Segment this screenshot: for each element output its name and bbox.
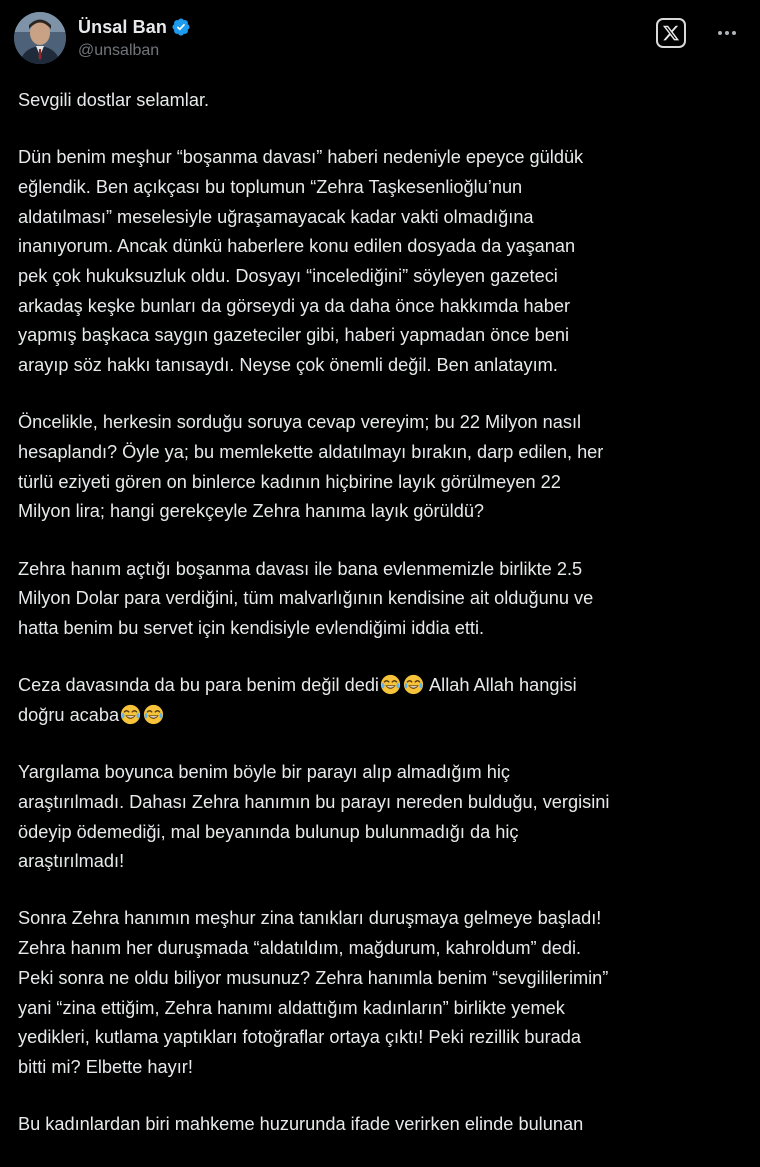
verified-badge-icon (171, 17, 191, 37)
text-line: pek çok hukuksuzluk oldu. Dosyayı “incelediğini” söyleyen gazeteci (18, 266, 558, 287)
text-line: türlü eziyeti gören on binlerce kadının hiçbirine layık görülmeyen 22 (18, 471, 561, 492)
text-segment: Allah Allah hangisi (424, 675, 577, 696)
text-line: yedikleri, kutlama yaptıkları fotoğraflar ortaya çıktı! Peki rezillik burada (18, 1027, 582, 1048)
name-row (78, 14, 191, 40)
text-line: Zehra hanım açtığı boşanma davası ile bana evlenmemizle birlikte 2.5 (18, 558, 583, 579)
tweet-paragraph (18, 671, 742, 730)
text-line (18, 671, 742, 701)
text-line: arkadaş keşke bunları da görseydi ya da daha önce hakkımda haber (18, 295, 571, 316)
text-line: hatta benim bu servet için kendisiyle evlendiğimi iddia etti. (18, 618, 485, 639)
tweet-text (18, 86, 742, 1167)
tweet-paragraph (18, 555, 742, 644)
text-line: Peki sonra ne oldu biliyor musunuz? Zehra hanımla benim “sevgililerimin” (18, 967, 609, 988)
tears-of-joy-emoji-icon (143, 704, 164, 725)
more-options-icon[interactable] (710, 18, 744, 48)
text-line (18, 701, 742, 731)
text-line: Öncelikle, herkesin sorduğu soruya cevap vereyim; bu 22 Milyon nasıl (18, 412, 582, 433)
text-line: bitti mi? Elbette hayır! (18, 1056, 193, 1077)
text-line: Milyon lira; hangi gerekçeyle Zehra hanıma layık görüldü? (18, 501, 485, 522)
tweet-paragraph (18, 86, 742, 116)
tweet-paragraph (18, 408, 742, 527)
text-line: araştırılmadı. Dahası Zehra hanımın bu parayı nereden bulduğu, vergisini (18, 791, 610, 812)
text-line: hesaplandı? Öyle ya; bu memlekette aldatılmayı bırakın, darp edilen, her (18, 442, 604, 463)
text-line: yapmış başkaca saygın gazeteciler gibi, haberi yapmadan önce beni (18, 325, 570, 346)
tweet-paragraph (18, 143, 742, 381)
text-line: Bu kadınlardan biri mahkeme huzurunda ifade verirken elinde bulunan (18, 1114, 584, 1135)
text-segment: Ceza davasında da bu para benim değil dedi (18, 675, 379, 696)
tears-of-joy-emoji-icon (380, 674, 401, 695)
text-line: Sonra Zehra hanımın meşhur zina tanıkları duruşmaya gelmeye başladı! (18, 908, 602, 929)
tweet-paragraph (18, 1110, 742, 1140)
x-logo-icon[interactable] (656, 18, 686, 48)
text-line: inanıyorum. Ancak dünkü haberlere konu edilen dosyada da yaşanan (18, 236, 576, 257)
tweet-paragraph (18, 758, 742, 877)
tears-of-joy-emoji-icon (120, 704, 141, 725)
text-line: aldatılması” meselesiyle uğraşamayacak kadar vakti olmadığına (18, 206, 534, 227)
handle[interactable]: @unsalban (78, 42, 160, 59)
text-line: eğlendik. Ben açıkçası bu toplumun “Zehra Taşkesenlioğlu’nun (18, 176, 523, 197)
text-segment: doğru acaba (18, 704, 120, 725)
text-line: Yargılama boyunca benim böyle bir parayı alıp almadığım hiç (18, 762, 510, 783)
avatar[interactable] (14, 12, 66, 64)
text-line: arayıp söz hakkı tanısaydı. Neyse çok önemli değil. Ben anlatayım. (18, 355, 558, 376)
text-line: araştırılmadı! (18, 851, 125, 872)
text-line: yani “zina ettiğim, Zehra hanımı aldattığım kadınların” birlikte yemek (18, 997, 565, 1018)
text-line: Zehra hanım her duruşmada “aldatıldım, mağdurum, kahroldum” dedi. (18, 938, 582, 959)
tweet-paragraph (18, 904, 742, 1082)
text-line: ödeyip ödemediği, mal beyanında bulunup bulunmadığı da hiç (18, 821, 519, 842)
display-name[interactable]: Ünsal Ban (78, 16, 167, 37)
text-line: Milyon Dolar para verdiğini, tüm malvarlığının kendisine ait olduğunu ve (18, 588, 594, 609)
tweet-header (14, 10, 746, 66)
text-line: Sevgili dostlar selamlar. (18, 90, 210, 110)
text-line: Dün benim meşhur “boşanma davası” haberi nedeniyle epeyce güldük (18, 147, 584, 168)
tears-of-joy-emoji-icon (403, 674, 424, 695)
